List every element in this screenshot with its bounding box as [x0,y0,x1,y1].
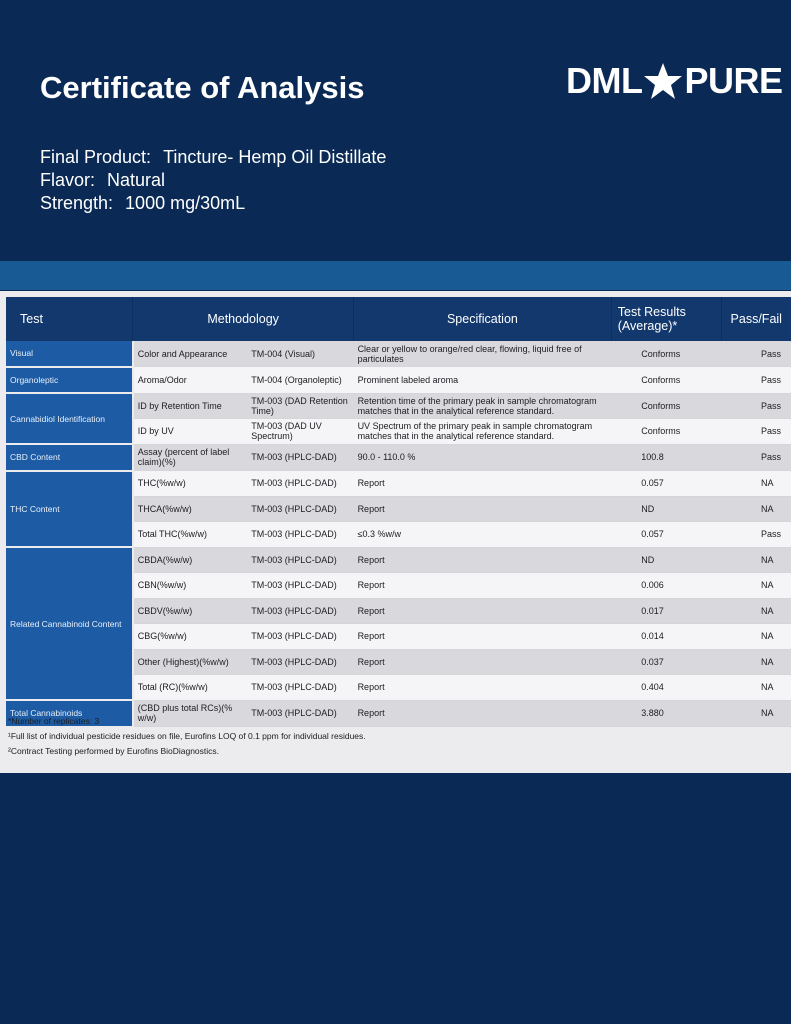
test-name: Other (Highest)(%w/w) [133,649,248,675]
test-name: ID by UV [133,419,248,445]
product-info [40,146,386,215]
test-name: CBG(%w/w) [133,624,248,650]
test-name: ID by Retention Time [133,393,248,419]
footnote: *Number of replicates: 3 [8,716,100,726]
brand-logo [566,60,783,102]
table-header-row [6,297,791,341]
test-name: Total (RC)(%w/w) [133,675,248,701]
methodology: TM-003 (HPLC-DAD) [247,675,353,701]
specification: Clear or yellow to orange/red clear, flowing, liquid free of particulates [354,341,612,367]
pass-fail: Pass [721,367,791,394]
product-row [40,146,386,169]
methodology: TM-003 (DAD UV Spectrum) [247,419,353,445]
table-row [6,341,791,367]
test-category: Visual [6,341,133,367]
table-body [6,341,791,727]
specification: Report [354,624,612,650]
methodology: TM-004 (Organoleptic) [247,367,353,394]
strength-value: 1000 mg/30mL [125,193,246,213]
methodology: TM-004 (Visual) [247,341,353,367]
strength-label: Strength: [40,193,114,213]
test-result: Conforms [611,419,721,445]
certificate-sheet [0,291,791,773]
test-name: CBN(%w/w) [133,573,248,599]
test-category: Organoleptic [6,367,133,394]
flavor-label: Flavor: [40,170,96,190]
methodology: TM-003 (HPLC-DAD) [247,471,353,497]
test-category: Related Cannabinoid Content [6,547,133,700]
methodology: TM-003 (HPLC-DAD) [247,496,353,522]
specification: Report [354,573,612,599]
test-category: THC Content [6,471,133,548]
test-result: 0.037 [611,649,721,675]
header-methodology: Methodology [133,297,354,341]
pass-fail: NA [721,573,791,599]
table-row [6,444,791,471]
table-row [6,547,791,573]
test-name: CBDV(%w/w) [133,598,248,624]
methodology: TM-003 (HPLC-DAD) [247,522,353,548]
specification: Report [354,675,612,701]
footnotes [8,714,366,759]
test-category: Cannabidiol Identification [6,393,133,444]
star-icon [643,61,683,101]
test-result: 0.057 [611,522,721,548]
test-result: ND [611,496,721,522]
test-category: Total Cannabinoids [6,700,133,727]
test-result: Conforms [611,393,721,419]
test-result: 0.057 [611,471,721,497]
test-name: Assay (percent of label claim)(%) [133,444,248,471]
test-name: THC(%w/w) [133,471,248,497]
test-result: 0.017 [611,598,721,624]
flavor-value: Natural [107,170,166,190]
divider-band [0,261,791,290]
methodology: TM-003 (HPLC-DAD) [247,649,353,675]
test-result: 0.404 [611,675,721,701]
footnote: ²Contract Testing performed by Eurofins BioDiagnostics. [8,746,220,756]
table-row [6,393,791,419]
pass-fail: NA [721,471,791,497]
pass-fail: NA [721,675,791,701]
specification: Prominent labeled aroma [354,367,612,394]
pass-fail: NA [721,598,791,624]
table-row [6,367,791,394]
specification: Report [354,598,612,624]
test-name: (CBD plus total RCs)(% w/w) [133,700,248,727]
test-result: Conforms [611,367,721,394]
test-result: 0.014 [611,624,721,650]
test-name: Total THC(%w/w) [133,522,248,548]
test-name: Aroma/Odor [133,367,248,394]
page-title: Certificate of Analysis [40,70,365,105]
specification: Report [354,547,612,573]
test-name: THCA(%w/w) [133,496,248,522]
logo-text-left: DML [566,60,643,101]
table-row [6,471,791,497]
test-result: 100.8 [611,444,721,471]
pass-fail: NA [721,496,791,522]
pass-fail: NA [721,624,791,650]
footnote: ¹Full list of individual pesticide residues on file, Eurofins LOQ of 0.1 ppm for individual residues. [8,731,366,741]
test-result: 3.880 [611,700,721,727]
header-specification: Specification [354,297,612,341]
pass-fail: NA [721,700,791,727]
methodology: TM-003 (HPLC-DAD) [247,598,353,624]
product-value: Tincture- Hemp Oil Distillate [163,147,387,167]
test-result: ND [611,547,721,573]
pass-fail: NA [721,649,791,675]
methodology: TM-003 (HPLC-DAD) [247,624,353,650]
logo-text-right: PURE [684,60,783,101]
methodology: TM-003 (HPLC-DAD) [247,700,353,727]
pass-fail: Pass [721,444,791,471]
pass-fail: Pass [721,419,791,445]
specification: Report [354,700,612,727]
header-test-results: Test Results (Average)* [611,297,721,341]
header-test: Test [6,297,133,341]
pass-fail: Pass [721,522,791,548]
methodology: TM-003 (HPLC-DAD) [247,444,353,471]
test-name: Color and Appearance [133,341,248,367]
specification: Report [354,471,612,497]
strength-row [40,192,386,215]
specification: Report [354,649,612,675]
product-label: Final Product: [40,147,152,167]
header-pass-fail: Pass/Fail [721,297,791,341]
specification: Report [354,496,612,522]
analysis-table [6,297,791,728]
specification: ≤0.3 %w/w [354,522,612,548]
specification: UV Spectrum of the primary peak in sample chromatogram matches that in the analytical reference standard. [354,419,612,445]
flavor-row [40,169,386,192]
pass-fail: Pass [721,341,791,367]
specification: 90.0 - 110.0 % [354,444,612,471]
test-result: 0.006 [611,573,721,599]
test-category: CBD Content [6,444,133,471]
pass-fail: Pass [721,393,791,419]
specification: Retention time of the primary peak in sample chromatogram matches that in the analytical reference standard. [354,393,612,419]
methodology: TM-003 (HPLC-DAD) [247,547,353,573]
test-name: CBDA(%w/w) [133,547,248,573]
test-result: Conforms [611,341,721,367]
methodology: TM-003 (HPLC-DAD) [247,573,353,599]
methodology: TM-003 (DAD Retention Time) [247,393,353,419]
pass-fail: NA [721,547,791,573]
